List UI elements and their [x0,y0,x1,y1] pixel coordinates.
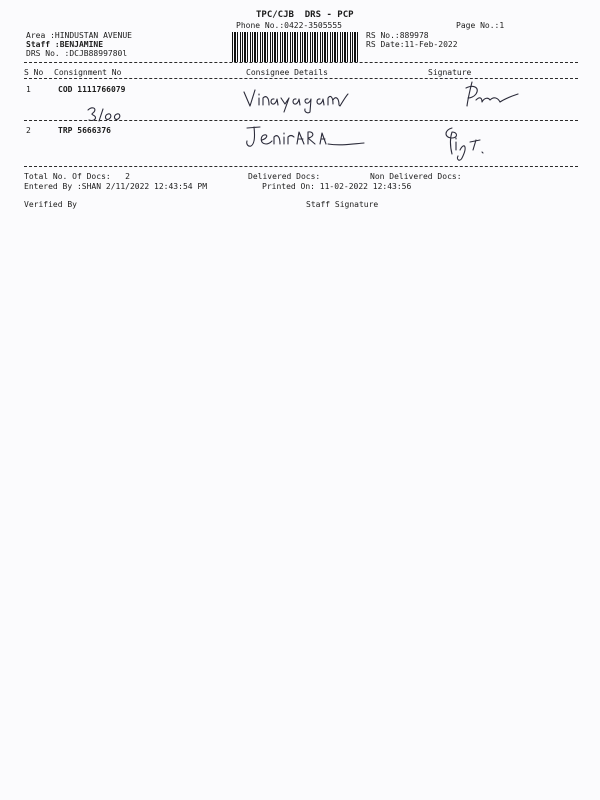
divider [24,78,578,79]
divider [24,166,578,167]
total-docs: Total No. Of Docs: 2 [24,172,130,181]
verified-by-label: Verified By [24,200,77,209]
consignee-handwriting [242,84,362,114]
column-consignment: Consignment No [54,68,122,77]
document-title: TPC/CJB DRS - PCP [256,10,354,20]
area-field: Area :HINDUSTAN AVENUE [26,31,132,40]
table-row-consignment: TRP 5666376 [58,126,111,135]
barcode [232,32,358,62]
divider [24,62,578,63]
signature-mark [462,80,522,112]
column-signature: Signature [428,68,472,77]
page-number: Page No.:1 [456,21,505,30]
table-row-consignment: COD 1111766079 [58,85,126,94]
drs-number: DRS No. :DCJB8899780l [26,49,128,58]
delivered-docs: Delivered Docs: [248,172,321,181]
staff-signature-label: Staff Signature [306,200,379,209]
table-row-sno: 1 [26,85,31,94]
table-row-sno: 2 [26,126,31,135]
signature-mark [440,124,490,164]
divider [24,120,578,121]
rs-date: RS Date:11-Feb-2022 [366,40,458,49]
consignee-handwriting [244,124,384,154]
printed-on: Printed On: 11-02-2022 12:43:56 [262,182,412,191]
staff-field: Staff :BENJAMINE [26,40,104,49]
non-delivered-docs: Non Delivered Docs: [370,172,462,181]
rs-number: RS No.:889978 [366,31,429,40]
phone-number: Phone No.:0422-3505555 [236,21,342,30]
column-sno: S No [24,68,44,77]
entered-by: Entered By :SHAN 2/11/2022 12:43:54 PM [24,182,208,191]
column-consignee: Consignee Details [246,68,328,77]
handwritten-note [86,106,122,126]
